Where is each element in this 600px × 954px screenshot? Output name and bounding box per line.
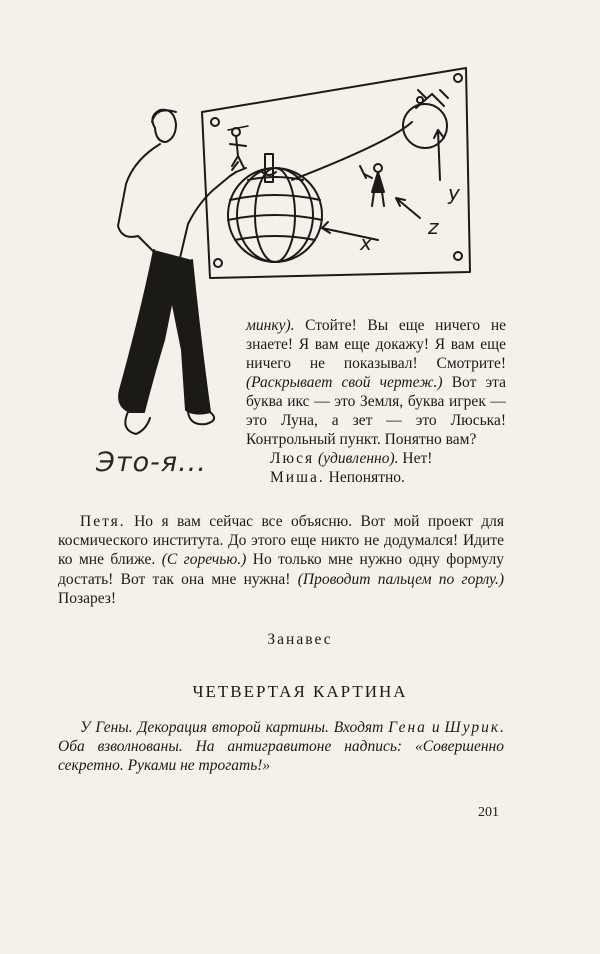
- speaker-name: Люся: [270, 450, 315, 467]
- stage-note: (С горечью.): [161, 551, 247, 569]
- stage-note: (Раскрывает свой чертеж.): [246, 374, 443, 391]
- chart-sheet: [202, 68, 470, 278]
- page-number: 201: [478, 805, 499, 820]
- stage-note: (Проводит пальцем по горлу.): [297, 570, 505, 588]
- axis-label-x: x: [360, 231, 372, 255]
- dialogue-petya: Петя. Но я вам сейчас все объясню. Вот мой проект для космического института. До этого еще никто не додумался! Идите ко мне ближе. (С горечью.) Но только мне нужно одну формулу достать! Вот так она мне нужна! (Проводит пальцем по горлу.) Позарез!: [58, 513, 505, 607]
- character-name: Шурик: [444, 719, 501, 736]
- scene-heading: ЧЕТВЕРТАЯ КАРТИНА: [192, 682, 408, 701]
- dialogue-paragraph: минку). Стойте! Вы еще ничего не знаете! Я вам еще докажу! Я вам еще ничего не показывал! Смотрите! (Раскрывает свой чертеж.) Вот эта буква икс — это Земля, буква игрек — это Луна, а зет — это Люська! Контрольный пункт. Понятно вам?: [246, 317, 506, 448]
- illustration-caption: Это-я...: [96, 447, 207, 478]
- curtain-line: Занавес: [267, 631, 333, 648]
- stage-note: минку).: [246, 317, 295, 334]
- axis-label-z: z: [428, 215, 439, 239]
- stage-direction: У Гены. Декорация второй картины. Входят Гена и Шурик. Оба взволнованы. На антигравитоне надпись: «Совершенно секретно. Руками не трогать!»: [58, 719, 505, 774]
- right-column-text: [246, 316, 506, 487]
- moon-globe: [403, 90, 448, 148]
- axis-label-y: y: [448, 181, 460, 205]
- trajectory: [292, 122, 412, 180]
- speaker-name: Миша.: [270, 469, 325, 486]
- speaker-name: Петя.: [80, 513, 126, 530]
- boy-figure: [118, 110, 246, 434]
- character-name: Гена: [388, 719, 427, 736]
- dialogue-line-misha: Миша. Непонятно.: [270, 469, 405, 486]
- dialogue-line-lyusya: Люся (удивленно). Нет!: [270, 450, 433, 467]
- figure-girl: [360, 164, 384, 206]
- stage-note: (удивленно).: [314, 450, 399, 467]
